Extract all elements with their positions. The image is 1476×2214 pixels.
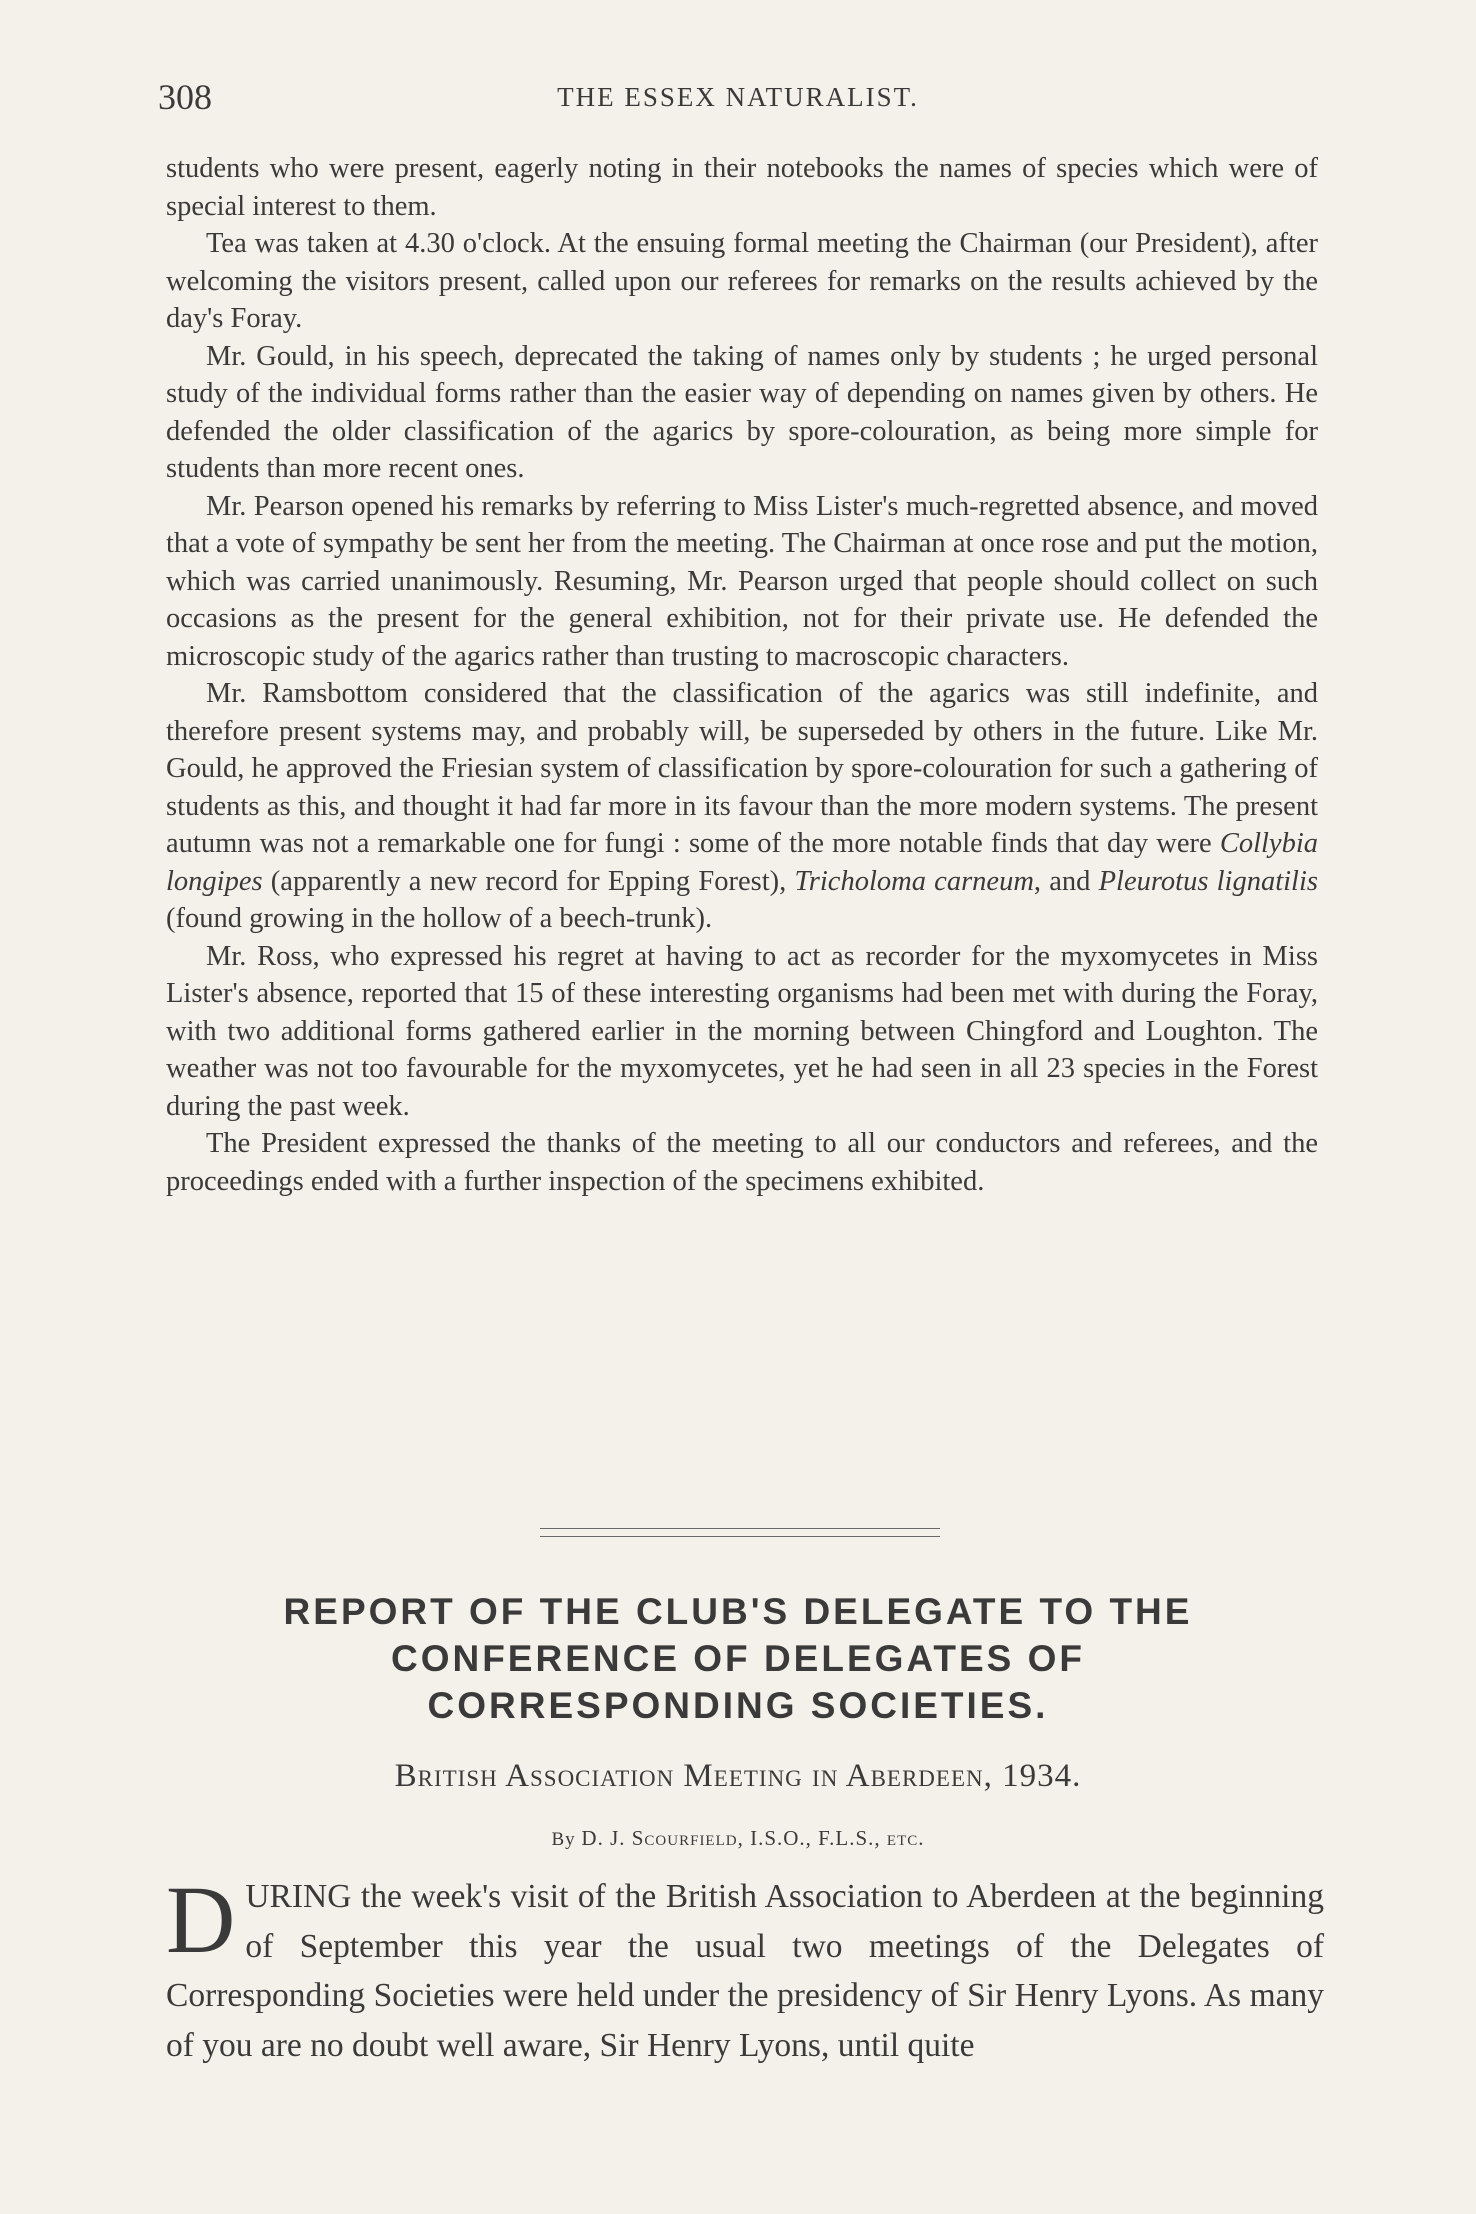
paragraph-text: students who were present, eagerly noting in their notebooks the names of species which were of special interest to them. — [166, 153, 1318, 222]
running-head — [158, 76, 1318, 122]
body-paragraph — [166, 675, 1318, 938]
journal-title: THE ESSEX NATURALIST. — [557, 82, 919, 112]
paragraph-text: Mr. Ross, who expressed his regret at having to act as recorder for the myxomycetes in Miss Lister's absence, reported that 15 of these interesting organisms had been met with during the Foray, with two additional forms gathered earlier in the morning between Chingford and Loughton. The weather was not too favourable for the myxomycetes, yet he had seen in all 23 species in the Forest during the past week. — [166, 940, 1318, 1122]
paragraph-text: Mr. Pearson opened his remarks by referring to Miss Lister's much-regretted absence, and moved that a vote of sympathy be sent her from the meeting. The Chairman at once rose and put the motion, which was carried unanimously. Resuming, Mr. Pearson urged that people should collect on such occasions as the present for the general exhibition, not for their private use. He defended the microscopic study of the agarics rather than trusting to macroscopic characters. — [166, 490, 1318, 672]
section-divider-bottom — [540, 1536, 940, 1537]
paragraph-text: , and — [1033, 865, 1099, 897]
section-divider-top — [540, 1528, 940, 1529]
report-title-line: CONFERENCE OF DELEGATES OF — [390, 1638, 1085, 1679]
body-paragraph — [166, 338, 1318, 488]
byline — [150, 1826, 1326, 1851]
species-name: Pleurotus lignatilis — [1098, 865, 1318, 897]
species-name: Tricholoma carneum — [794, 865, 1034, 897]
paragraph-text: Mr. Gould, in his speech, deprecated the taking of names only by students ; he urged personal study of the individual forms rather than the easier way of depending on names given by others. He defended the older classification of the agarics by spore-colouration, as being more simple for students than more recent ones. — [166, 340, 1318, 484]
report-title-line: REPORT OF THE CLUB'S DELEGATE TO THE — [283, 1591, 1193, 1632]
body-paragraph — [166, 1125, 1318, 1200]
paragraph-text: Tea was taken at 4.30 o'clock. At the ensuing formal meeting the Chairman (our President), after welcoming the visitors present, called upon our referees for remarks on the results achieved by the day's Foray. — [166, 228, 1318, 334]
byline-author: D. J. Scourfield, I.S.O., F.L.S., etc. — [581, 1826, 925, 1850]
paragraph-text: Mr. Ramsbottom considered that the classification of the agarics was still indefinite, and therefore present systems may, and probably will, be superseded by others in the future. Like Mr. Gould, he approved the Friesian system of classification by spore-colouration for such a gathering of students as this, and thought it had far more in its favour than the more modern systems. The present autumn was not a remarkable one for fungi : some of the more notable finds that day were — [166, 678, 1318, 859]
page-number: 308 — [158, 77, 212, 117]
body-paragraph — [166, 225, 1318, 338]
body-paragraph — [166, 488, 1318, 676]
paragraph-text: The President expressed the thanks of the meeting to all our conductors and referees, and the proceedings ended with a further inspection of the specimens exhibited. — [166, 1128, 1318, 1197]
species-name: Collybia longipes — [166, 828, 1318, 897]
report-opening-text: URING the week's visit of the British Association to Aberdeen at the beginning of September this year the usual two meetings of the Delegates of Corresponding Societies were held under the presidency of Sir Henry Lyons. As many of you are no doubt well aware, Sir Henry Lyons, until quite — [166, 1878, 1324, 2064]
body-paragraph — [166, 938, 1318, 1126]
body-paragraph — [166, 150, 1318, 225]
report-opening-paragraph — [166, 1866, 1324, 2070]
paragraph-text: (found growing in the hollow of a beech-trunk). — [166, 903, 713, 934]
report-title-line: CORRESPONDING SOCIETIES. — [427, 1685, 1049, 1726]
report-subtitle: British Association Meeting in Aberdeen, 1934. — [394, 1758, 1082, 1794]
drop-cap: D — [166, 1866, 236, 1973]
paragraph-text: (apparently a new record for Epping Forest), — [262, 865, 795, 897]
article-body — [166, 150, 1318, 1200]
report-title — [150, 1588, 1326, 1729]
byline-prefix: By — [551, 1829, 576, 1850]
